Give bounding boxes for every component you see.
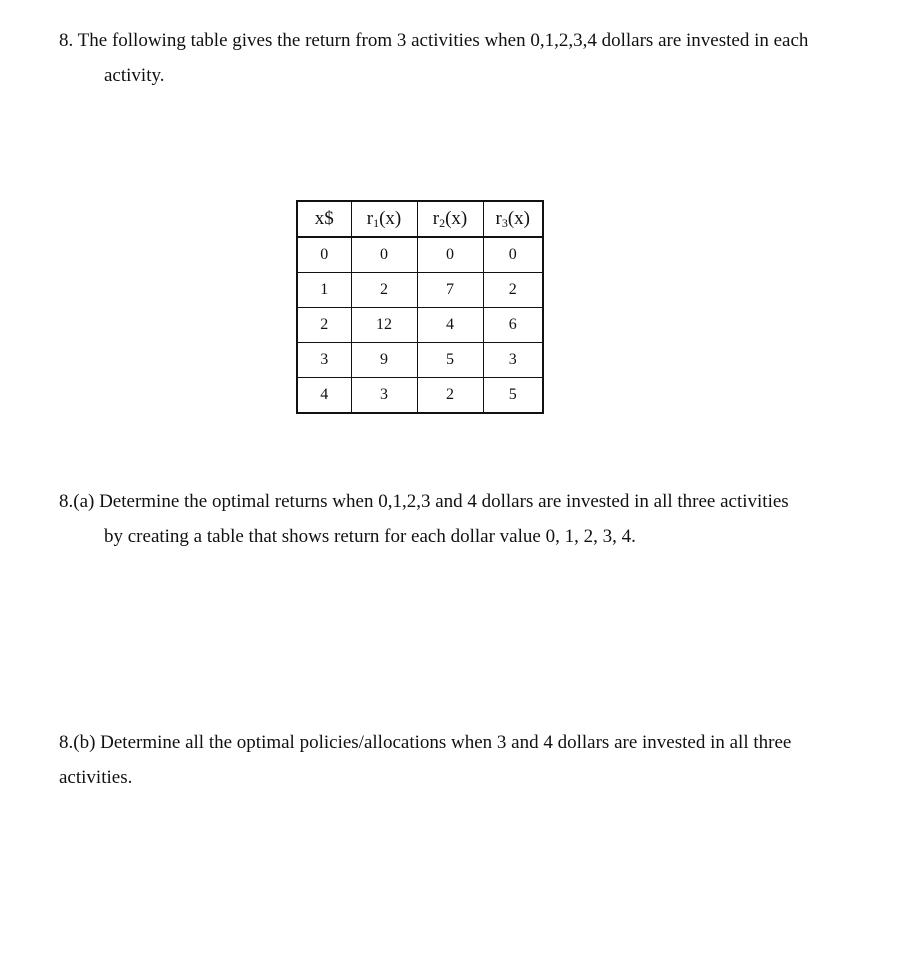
question-part-a-line-2: by creating a table that shows return for each dollar value 0, 1, 2, 3, 4. [104, 526, 636, 547]
table-cell: 4 [297, 378, 351, 414]
question-part-b-line-2: activities. [59, 767, 133, 788]
header-r3: $r_3(x)$ [483, 201, 543, 237]
table-cell: 12 [351, 308, 417, 343]
table-cell: 3 [483, 343, 543, 378]
table-cell: 0 [351, 237, 417, 273]
table-cell: 2 [483, 273, 543, 308]
table-row [297, 343, 543, 378]
table-row [297, 237, 543, 273]
header-r1: $r_1(x)$ [351, 201, 417, 237]
table-row [297, 308, 543, 343]
table-cell: 0 [417, 237, 483, 273]
table-header-row [297, 201, 543, 237]
table-cell: 2 [297, 308, 351, 343]
table-cell: 3 [297, 343, 351, 378]
table-cell: 7 [417, 273, 483, 308]
table-cell: 2 [417, 378, 483, 414]
header-r2: $r_2(x)$ [417, 201, 483, 237]
question-part-b-line-1: 8.(b) Determine all the optimal policies/allocations when 3 and 4 dollars are invested in all three [59, 732, 792, 753]
question-intro-line-2: activity. [104, 65, 165, 86]
table-cell: 5 [417, 343, 483, 378]
table-cell: 0 [483, 237, 543, 273]
table-cell: 5 [483, 378, 543, 414]
question-intro-line-1: 8. The following table gives the return from 3 activities when 0,1,2,3,4 dollars are invested in each [59, 30, 809, 51]
table-cell: 2 [351, 273, 417, 308]
table-row [297, 378, 543, 414]
table-cell: 4 [417, 308, 483, 343]
table-cell: 3 [351, 378, 417, 414]
table-row [297, 273, 543, 308]
table-cell: 9 [351, 343, 417, 378]
table-cell: 6 [483, 308, 543, 343]
question-part-a-line-1: 8.(a) Determine the optimal returns when 0,1,2,3 and 4 dollars are invested in all three activities [59, 491, 789, 512]
table-cell: 1 [297, 273, 351, 308]
table-cell: 0 [297, 237, 351, 273]
header-dollars: x$ [297, 201, 351, 237]
returns-table [296, 200, 544, 414]
